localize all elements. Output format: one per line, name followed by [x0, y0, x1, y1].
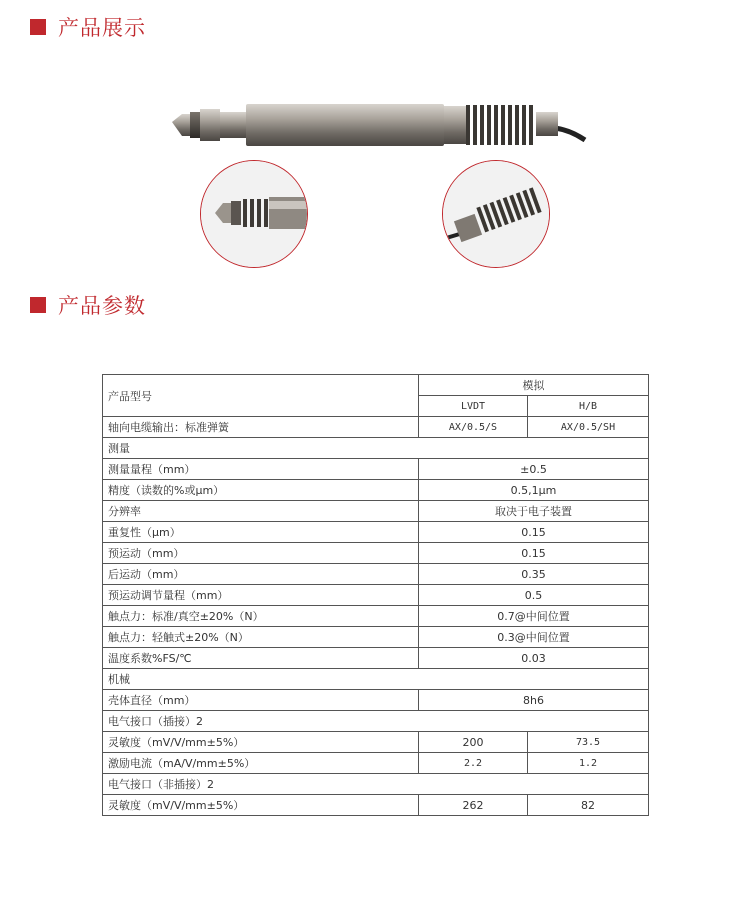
table-row — [103, 543, 649, 564]
group-label: 模拟 — [419, 375, 649, 396]
row-label: 预运动调节量程（mm） — [103, 585, 419, 606]
sens2-lvdt: 262 — [419, 795, 528, 816]
section-row-measure: 测量 — [103, 438, 649, 459]
row-value: 0.03 — [419, 648, 649, 669]
section-row-elec-noplug: 电气接口（非插接）2 — [103, 774, 649, 795]
table-row — [103, 690, 649, 711]
row-label: 分辨率 — [103, 501, 419, 522]
section-title: 产品展示 — [58, 16, 146, 40]
probe-image — [160, 90, 590, 160]
row-value: 取决于电子装置 — [419, 501, 649, 522]
table-row — [103, 522, 649, 543]
row-label: 精度（读数的%或μm） — [103, 480, 419, 501]
table-row — [103, 669, 649, 690]
sens1-label: 灵敏度（mV/V/mm±5%） — [103, 732, 419, 753]
spec-table — [102, 374, 649, 816]
hb-header: H/B — [528, 396, 649, 417]
table-row — [103, 795, 649, 816]
probe-spring-closeup — [442, 160, 550, 268]
exc-lvdt: 2.2 — [419, 753, 528, 774]
red-square-icon — [30, 297, 46, 313]
shell-label: 壳体直径（mm） — [103, 690, 419, 711]
row-label: 触点力：标准/真空±20%（N） — [103, 606, 419, 627]
table-row — [103, 459, 649, 480]
axial-label: 轴向电缆输出：标准弹簧 — [103, 417, 419, 438]
row-label: 预运动（mm） — [103, 543, 419, 564]
table-row — [103, 501, 649, 522]
lvdt-header: LVDT — [419, 396, 528, 417]
table-row — [103, 627, 649, 648]
row-label: 后运动（mm） — [103, 564, 419, 585]
sens1-lvdt: 200 — [419, 732, 528, 753]
row-value: 0.7@中间位置 — [419, 606, 649, 627]
section-row-elec-plug: 电气接口（插接）2 — [103, 711, 649, 732]
row-value: 0.3@中间位置 — [419, 627, 649, 648]
table-row — [103, 564, 649, 585]
table-row — [103, 438, 649, 459]
table-row — [103, 732, 649, 753]
section-header-display — [30, 12, 146, 42]
table-row — [103, 480, 649, 501]
red-square-icon — [30, 19, 46, 35]
axial-hb: AX/0.5/SH — [528, 417, 649, 438]
row-value: 0.5,1μm — [419, 480, 649, 501]
exc-hb: 1.2 — [528, 753, 649, 774]
section-title: 产品参数 — [58, 294, 146, 318]
model-label: 产品型号 — [103, 375, 419, 417]
shell-value: 8h6 — [419, 690, 649, 711]
section-header-params — [30, 290, 146, 320]
axial-lvdt: AX/0.5/S — [419, 417, 528, 438]
table-row — [103, 648, 649, 669]
row-label: 温度系数%FS/℃ — [103, 648, 419, 669]
table-row — [103, 753, 649, 774]
table-row — [103, 774, 649, 795]
row-value: 0.15 — [419, 543, 649, 564]
row-label: 测量量程（mm） — [103, 459, 419, 480]
exc-label: 激励电流（mA/V/mm±5%） — [103, 753, 419, 774]
sens2-label: 灵敏度（mV/V/mm±5%） — [103, 795, 419, 816]
row-label: 触点力：轻触式±20%（N） — [103, 627, 419, 648]
row-label: 重复性（μm） — [103, 522, 419, 543]
probe-tip-closeup — [200, 160, 308, 268]
sens1-hb: 73.5 — [528, 732, 649, 753]
table-row — [103, 375, 649, 396]
section-row-mech: 机械 — [103, 669, 649, 690]
table-row — [103, 417, 649, 438]
table-row — [103, 585, 649, 606]
row-value: ±0.5 — [419, 459, 649, 480]
row-value: 0.5 — [419, 585, 649, 606]
row-value: 0.35 — [419, 564, 649, 585]
sens2-hb: 82 — [528, 795, 649, 816]
row-value: 0.15 — [419, 522, 649, 543]
table-row — [103, 606, 649, 627]
table-row — [103, 711, 649, 732]
